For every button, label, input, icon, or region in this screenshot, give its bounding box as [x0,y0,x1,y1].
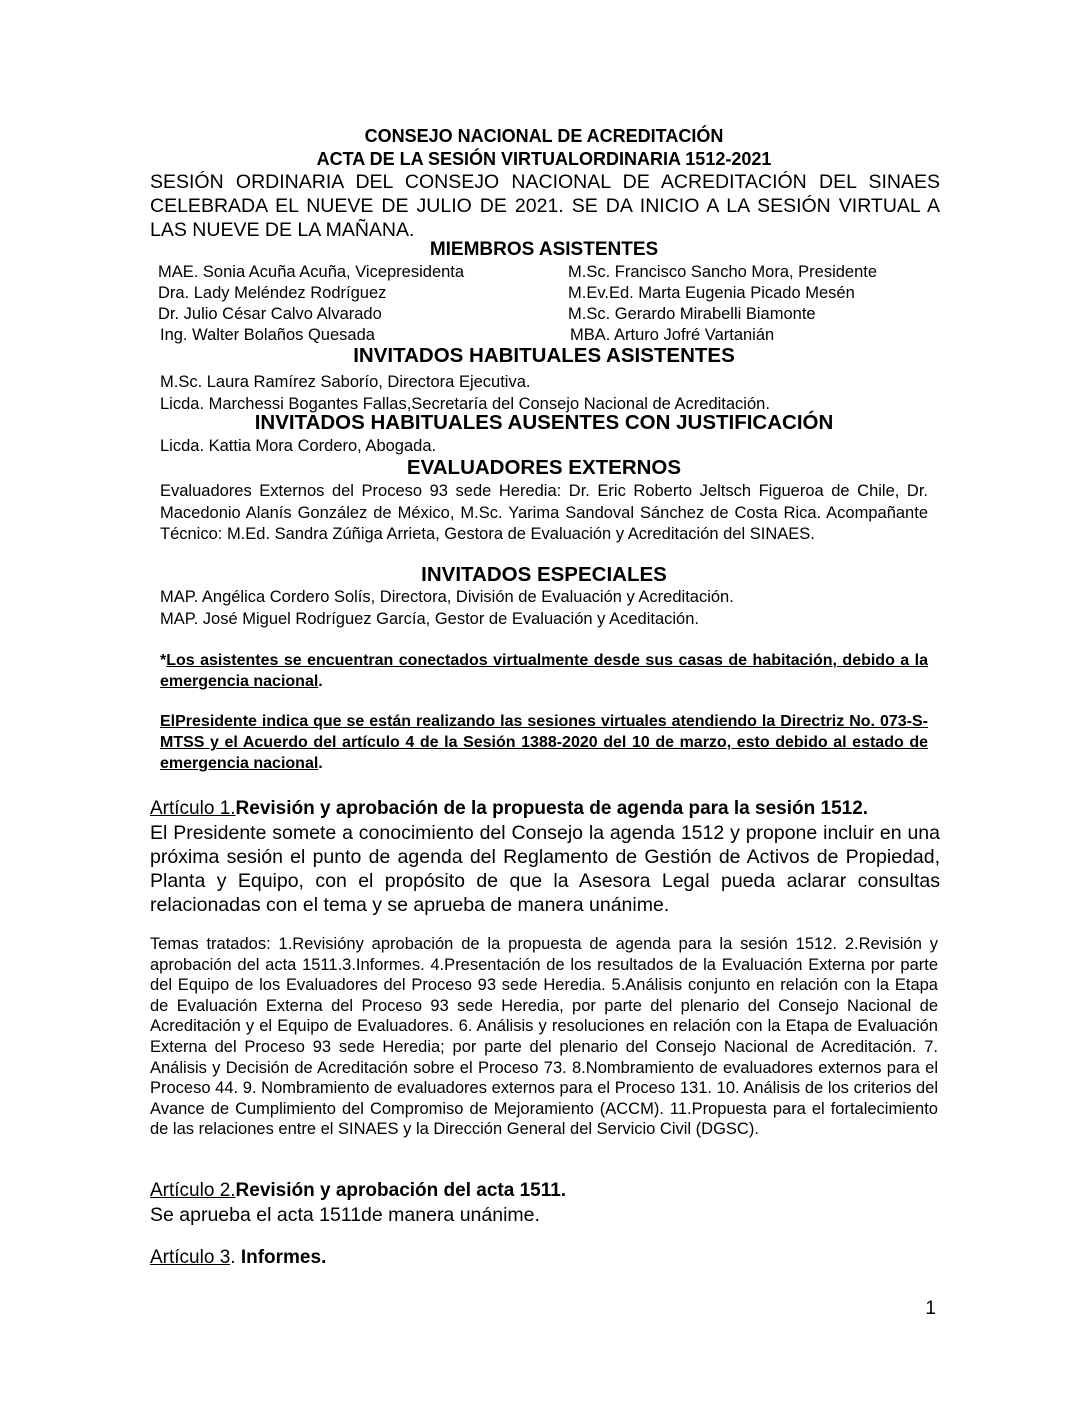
note-asterisk: * [160,652,167,669]
miembros-list [158,262,918,346]
especiales-heading: INVITADOS ESPECIALES [421,563,667,586]
ausentes-heading: INVITADOS HABITUALES AUSENTES CON JUSTIFICACIÓN [254,411,834,434]
especial-item: MAP. José Miguel Rodríguez García, Gestor de Evaluación y Aceditación. [160,609,699,628]
document-title: CONSEJO NACIONAL DE ACREDITACIÓN [364,126,724,146]
miembros-row [158,283,918,304]
evaluadores-text: Evaluadores Externos del Proceso 93 sede Heredia: Dr. Eric Roberto Jeltsch Figueroa de Chile, Dr. Macedonio Alanís González de México, M.Sc. Yarima Sandoval Sánchez de Costa Rica. Acompañante Técnico: M.Ed. Sandra Zúñiga Arrieta, Gestora de Evaluación y Acreditación del SINAES. [160,482,928,543]
articulo-separator: . [230,1247,241,1268]
articulo-2-heading [150,1179,940,1203]
miembro-name: Ing. Walter Bolaños Quesada [160,326,375,344]
note-text: Los asistentes se encuentran conectados virtualmente desde sus casas de habitación, debido a la emergencia nacional [160,652,928,690]
note-period: . [318,673,323,690]
ausente-item: Licda. Kattia Mora Cordero, Abogada. [160,437,437,455]
miembros-row [158,304,918,325]
temas-tratados: Temas tratados: 1.Revisióny aprobación de la propuesta de agenda para la sesión 1512. 2.Revisión y aprobación del acta 1511.3.Informes. 4.Presentación de los resultados de la Evaluación Externa por parte del Equipo de los Evaluadores del Proceso 93 sede Heredia. 5.Análisis conjunto en relación con la Etapa de Evaluación Externa del Proceso 93 sede Heredia, por parte del plenario del Consejo Nacional de Acreditación y el Equipo de Evaluadores. 6. Análisis y resoluciones en relación con la Etapa de Evaluación Externa del Proceso 93 sede Heredia; por parte del plenario del Consejo Nacional de Acreditación. 7. Análisis y Decisión de Acreditación sobre el Proceso 73. 8.Nombramiento de evaluadores externos para el Proceso 44. 9. Nombramiento de evaluadores externos para el Proceso 131. 10. Análisis de los criterios del Avance de Cumplimiento del Compromiso de Mejoramiento (ACCM). 11.Propuesta para el fortalecimiento de las relaciones entre el SINAES y la Dirección General del Servicio Civil (DGSC). [150,935,938,1139]
articulo-1-body: El Presidente somete a conocimiento del Consejo la agenda 1512 y propone incluir en una próxima sesión el punto de agenda del Reglamento de Gestión de Activos de Propiedad, Planta y Equipo, con el propósito de que la Asesora Legal pueda aclarar consultas relacionadas con el tema y se aprueba de manera unánime. [150,822,940,916]
miembros-row [158,262,918,283]
especial-item: MAP. Angélica Cordero Solís, Directora, División de Evaluación y Acreditación. [160,588,734,606]
articulo-3-heading [150,1246,940,1270]
document-subtitle: ACTA DE LA SESIÓN VIRTUALORDINARIA 1512-2021 [316,149,772,169]
miembro-name: Dra. Lady Meléndez Rodríguez [158,284,387,302]
articulo-label: Artículo 1. [150,798,236,819]
miembro-name: M.Ev.Ed. Marta Eugenia Picado Mesén [568,284,855,302]
articulo-label: Artículo 2. [150,1180,236,1201]
articulo-1-heading [150,797,940,821]
articulo-title: Revisión y aprobación de la propuesta de agenda para la sesión 1512. [235,798,869,819]
note-text: ElPresidente indica que se están realizando las sesiones virtuales atendiendo la Directriz No. 073-S-MTSS y el Acuerdo del artículo 4 de la Sesión 1388-2020 del 10 de marzo, esto debido al estado de emergencia nacional [160,713,928,772]
page-number: 1 [925,1298,936,1319]
miembro-name: M.Sc. Francisco Sancho Mora, Presidente [568,263,878,281]
especiales-list [160,587,930,630]
evaluadores-heading: EVALUADORES EXTERNOS [406,456,682,479]
articulo-title: Informes. [240,1247,327,1268]
ausentes-list [160,436,930,458]
articulo-label: Artículo 3 [150,1247,231,1268]
articulo-title: Revisión y aprobación del acta 1511. [235,1180,567,1201]
invitados-list [160,372,930,415]
articulo-2-body: Se aprueba el acta 1511de manera unánime. [150,1204,540,1226]
invitados-heading: INVITADOS HABITUALES ASISTENTES [353,344,735,367]
virtual-attendance-note [160,650,928,692]
note-period: . [318,755,323,772]
invitado-item: Licda. Marchessi Bogantes Fallas,Secretaría del Consejo Nacional de Acreditación. [160,394,770,413]
miembro-name: Dr. Julio César Calvo Alvarado [158,305,382,323]
president-directive-note [160,711,928,774]
miembro-name: M.Sc. Gerardo Mirabelli Biamonte [568,305,816,323]
miembros-row [158,325,918,346]
miembros-heading: MIEMBROS ASISTENTES [429,239,659,260]
invitado-item: M.Sc. Laura Ramírez Saborío, Directora Ejecutiva. [160,373,531,391]
session-intro: SESIÓN ORDINARIA DEL CONSEJO NACIONAL DE ACREDITACIÓN DEL SINAES CELEBRADA EL NUEVE DE JULIO DE 2021. SE DA INICIO A LA SESIÓN VIRTUAL A LAS NUEVE DE LA MAÑANA. [150,171,940,241]
miembro-name: MBA. Arturo Jofré Vartanián [570,326,775,344]
miembro-name: MAE. Sonia Acuña Acuña, Vicepresidenta [158,263,465,281]
